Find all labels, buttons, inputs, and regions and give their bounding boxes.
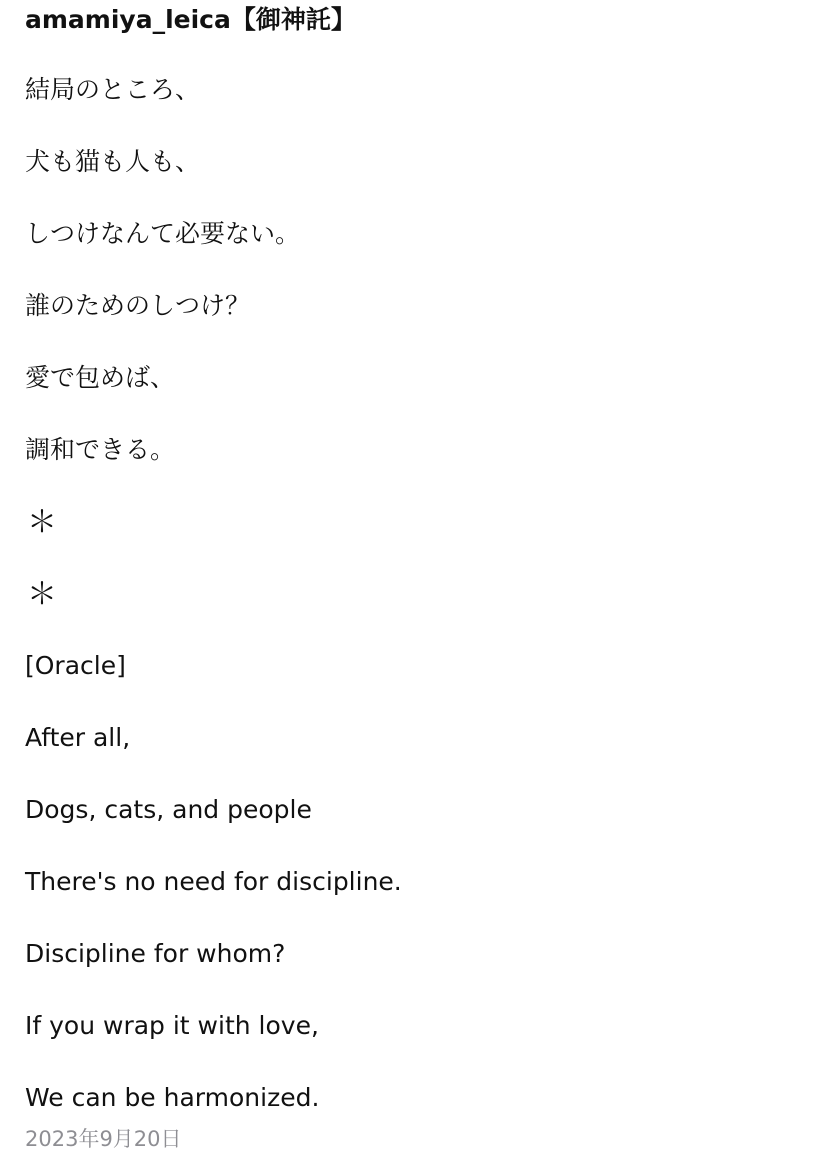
post-line: After all,	[25, 723, 131, 752]
post-line: If you wrap it with love,	[25, 1011, 319, 1040]
post-line: 犬も猫も人も、	[25, 147, 201, 176]
post-line: 結局のところ、	[25, 75, 201, 104]
asterisk-separator: ＊	[27, 577, 57, 612]
post-date: 2023年9月20日	[25, 1127, 182, 1151]
post-line: しつけなんて必要ない。	[25, 219, 301, 248]
post-header	[25, 4, 356, 36]
post-line: Discipline for whom?	[25, 939, 286, 968]
post-line: Dogs, cats, and people	[25, 795, 312, 824]
asterisk-separator: ＊	[27, 505, 57, 540]
post-line: [Oracle]	[25, 651, 126, 680]
post-line: 愛で包めば、	[25, 363, 176, 392]
post-title-tag: 【御神託】	[230, 5, 356, 34]
post-line: We can be harmonized.	[25, 1083, 320, 1112]
post-line: 誰のためのしつけ？	[25, 291, 251, 320]
post-line: There's no need for discipline.	[25, 867, 402, 896]
username[interactable]: amamiya_leica	[25, 5, 231, 34]
post-line: 調和できる。	[25, 435, 176, 464]
